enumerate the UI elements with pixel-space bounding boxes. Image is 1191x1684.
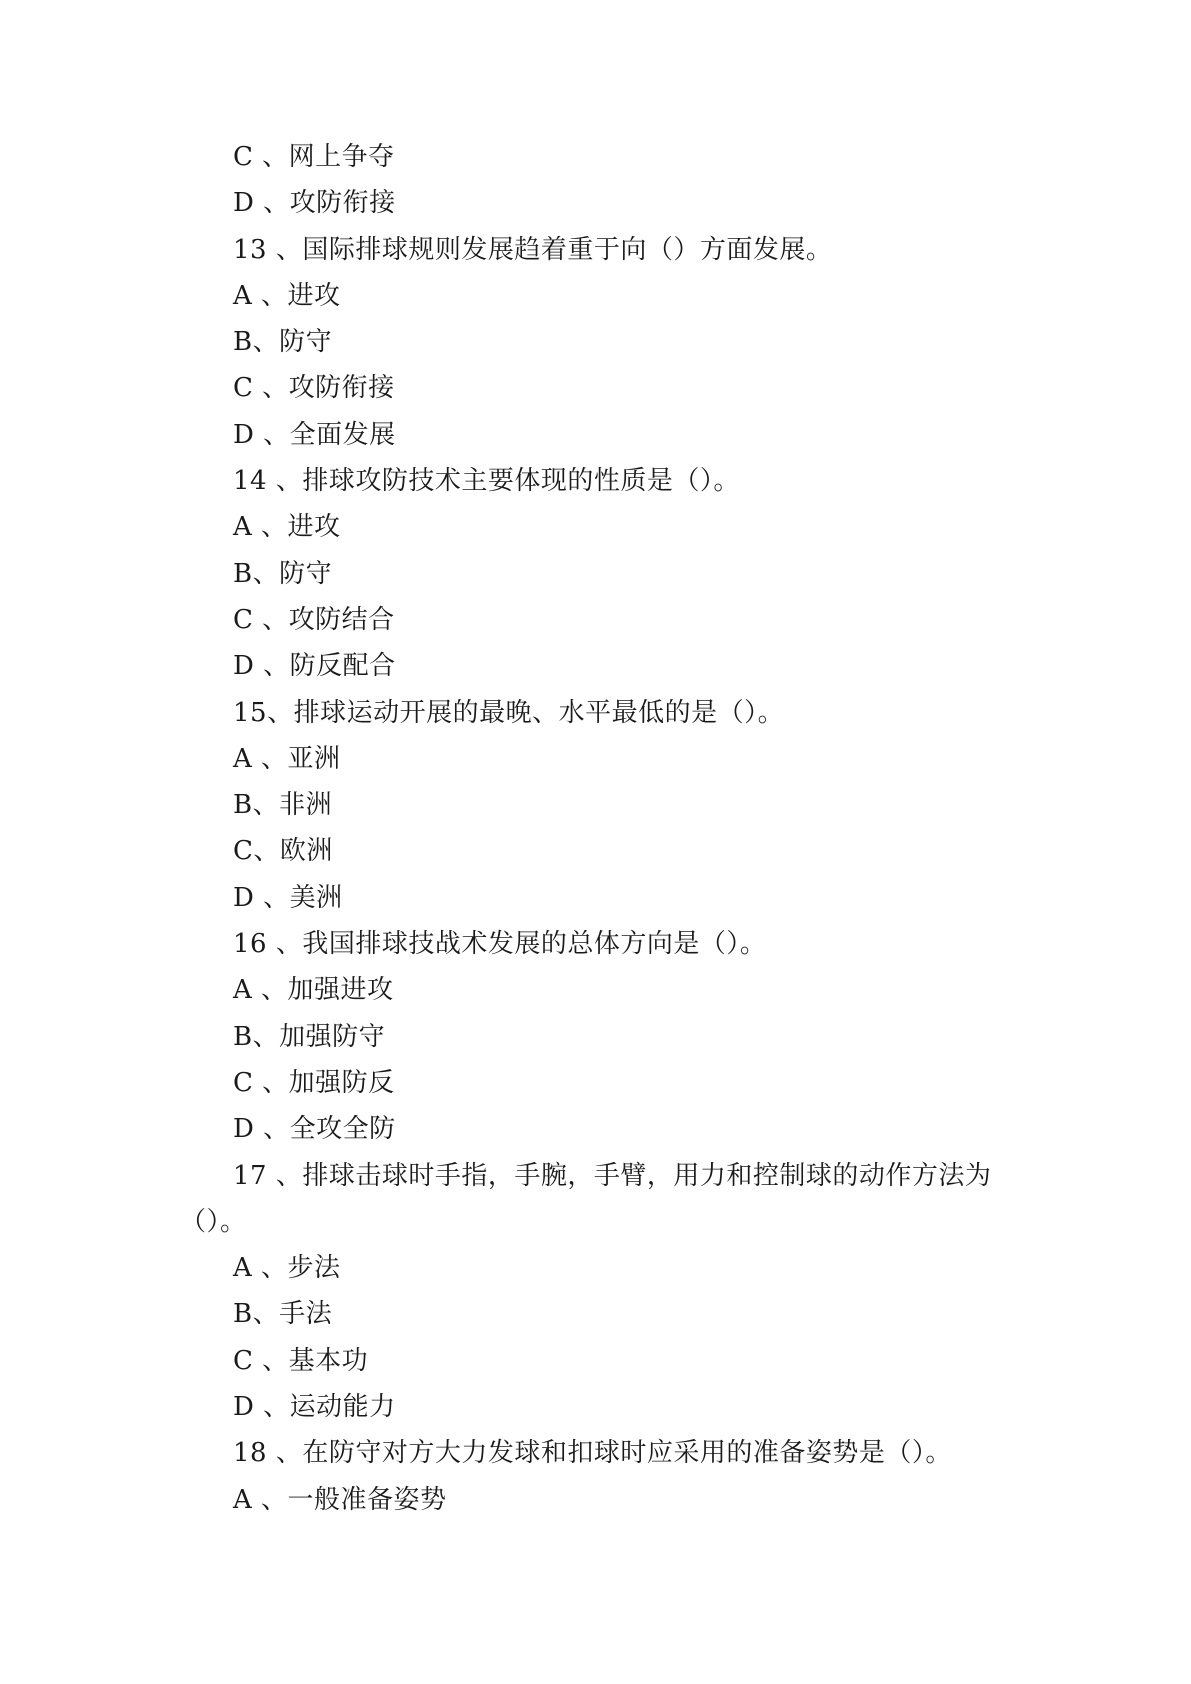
option-line: A 、步法	[233, 1253, 341, 1284]
option-line: D 、美洲	[233, 882, 343, 913]
option-line: B、非洲	[233, 790, 333, 821]
question-line: 13 、国际排球规则发展趋着重于向（）方面发展。	[233, 234, 833, 265]
option-line: D 、全面发展	[233, 419, 396, 450]
question-line: 16 、我国排球技战术发展的总体方向是（）。	[233, 929, 767, 960]
option-line: C 、攻防结合	[233, 604, 395, 635]
question-line: 17 、排球击球时手指，手腕，手臂，用力和控制球的动作方法为	[233, 1160, 992, 1191]
question-line: 18 、在防守对方大力发球和扣球时应采用的准备姿势是（）。	[233, 1438, 952, 1469]
option-line: A 、加强进攻	[233, 975, 394, 1006]
option-line: D 、攻防衔接	[233, 188, 396, 219]
option-line: A 、进攻	[233, 280, 341, 311]
document-body	[180, 134, 1020, 1523]
option-line: B、防守	[233, 558, 333, 589]
option-line: C 、网上争夺	[233, 142, 395, 172]
option-line: B、防守	[233, 327, 333, 358]
question-line: 14 、排球攻防技术主要体现的性质是（）。	[233, 466, 740, 497]
option-line: B、加强防守	[233, 1021, 386, 1052]
option-line: A 、一般准备姿势	[233, 1484, 447, 1515]
question-line-continuation: （）。	[180, 1206, 247, 1237]
question-line: 15、排球运动开展的最晚、水平最低的是（）。	[233, 697, 785, 728]
option-line: D 、防反配合	[233, 651, 396, 682]
option-line: C 、攻防衔接	[233, 373, 395, 404]
option-line: C、欧洲	[233, 836, 333, 867]
option-line: A 、亚洲	[233, 743, 341, 774]
option-line: B、手法	[233, 1299, 333, 1330]
option-line: A 、进攻	[233, 512, 341, 543]
option-line: D 、全攻全防	[233, 1114, 396, 1145]
option-line: D 、运动能力	[233, 1392, 396, 1423]
option-line: C 、加强防反	[233, 1067, 395, 1098]
option-line: C 、基本功	[233, 1345, 369, 1376]
